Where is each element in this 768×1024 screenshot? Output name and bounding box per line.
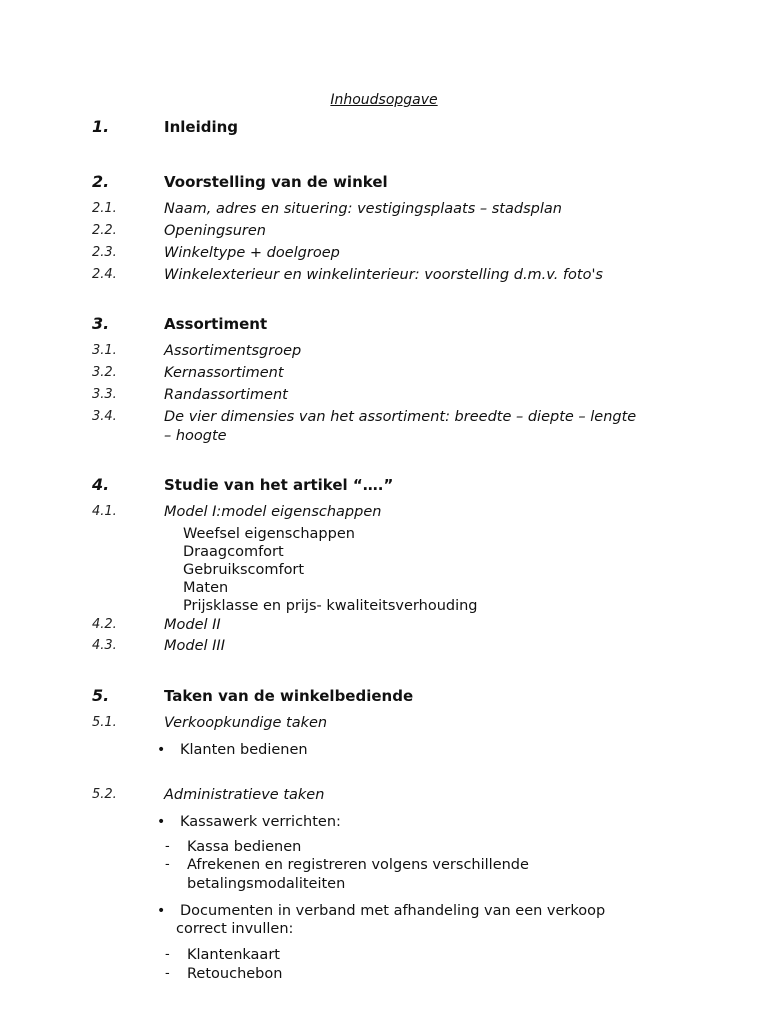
subsection-title: Openingsuren (164, 223, 266, 239)
subsection-title: Randassortiment (164, 387, 288, 403)
section-number: 2. (92, 172, 110, 191)
dash-icon: - (165, 839, 170, 854)
document-title: Inhoudsopgave (330, 92, 438, 108)
subsection-number: 2.1. (92, 201, 117, 216)
subsection-title: Naam, adres en situering: vestigingsplaats – stadsplan (164, 201, 562, 217)
subsection-title: Model I:model eigenschappen (164, 504, 382, 520)
dash-icon: - (165, 966, 170, 981)
dash-item: Retouchebon (187, 966, 283, 982)
sub-item: Prijsklasse en prijs- kwaliteitsverhouding (183, 598, 478, 614)
bullet-icon: • (157, 903, 166, 919)
section-heading: Inleiding (164, 118, 239, 136)
subsection-number: 4.2. (92, 617, 117, 632)
subsection-title: Kernassortiment (164, 365, 284, 381)
sub-item: Gebruikscomfort (183, 562, 305, 578)
dash-icon: - (165, 947, 170, 962)
dash-item: Kassa bedienen (187, 839, 302, 855)
subsection-number: 5.1. (92, 715, 117, 730)
subsection-title: Model II (164, 617, 221, 633)
sub-item: Maten (183, 580, 229, 596)
section-number: 1. (92, 117, 110, 136)
bullet-item: Klanten bedienen (180, 742, 308, 758)
subsection-title: Winkeltype + doelgroep (164, 245, 340, 261)
section-number: 4. (92, 475, 110, 494)
section-number: 5. (92, 686, 110, 705)
subsection-title: Administratieve taken (164, 787, 325, 803)
section-heading: Assortiment (164, 315, 268, 333)
subsection-title: De vier dimensies van het assortiment: breedte – diepte – lengte (164, 409, 637, 425)
subsection-number: 5.2. (92, 787, 117, 802)
subsection-number: 2.4. (92, 267, 117, 282)
subsection-number: 4.1. (92, 504, 117, 519)
subsection-number: 4.3. (92, 638, 117, 653)
bullet-icon: • (157, 814, 166, 830)
dash-item-continued: betalingsmodaliteiten (187, 876, 346, 892)
bullet-item: Documenten in verband met afhandeling van een verkoop (180, 903, 606, 919)
section-heading: Taken van de winkelbediende (164, 687, 414, 705)
subsection-number: 3.1. (92, 343, 117, 358)
subsection-title-continued: – hoogte (164, 428, 227, 444)
sub-item: Weefsel eigenschappen (183, 526, 355, 542)
sub-item: Draagcomfort (183, 544, 284, 560)
bullet-item-continued: correct invullen: (176, 921, 294, 937)
dash-icon: - (165, 857, 170, 872)
subsection-number: 3.2. (92, 365, 117, 380)
subsection-number: 3.3. (92, 387, 117, 402)
section-number: 3. (92, 314, 110, 333)
bullet-item: Kassawerk verrichten: (180, 814, 341, 830)
bullet-icon: • (157, 742, 166, 758)
subsection-number: 2.3. (92, 245, 117, 260)
dash-item: Klantenkaart (187, 947, 280, 963)
subsection-title: Model III (164, 638, 225, 654)
section-heading: Studie van het artikel “….” (164, 476, 394, 494)
subsection-title: Verkoopkundige taken (164, 715, 328, 731)
section-heading: Voorstelling van de winkel (164, 173, 388, 191)
subsection-number: 2.2. (92, 223, 117, 238)
subsection-number: 3.4. (92, 409, 117, 424)
dash-item: Afrekenen en registreren volgens verschillende (187, 857, 529, 873)
subsection-title: Winkelexterieur en winkelinterieur: voorstelling d.m.v. foto's (164, 267, 603, 283)
subsection-title: Assortimentsgroep (164, 343, 302, 359)
